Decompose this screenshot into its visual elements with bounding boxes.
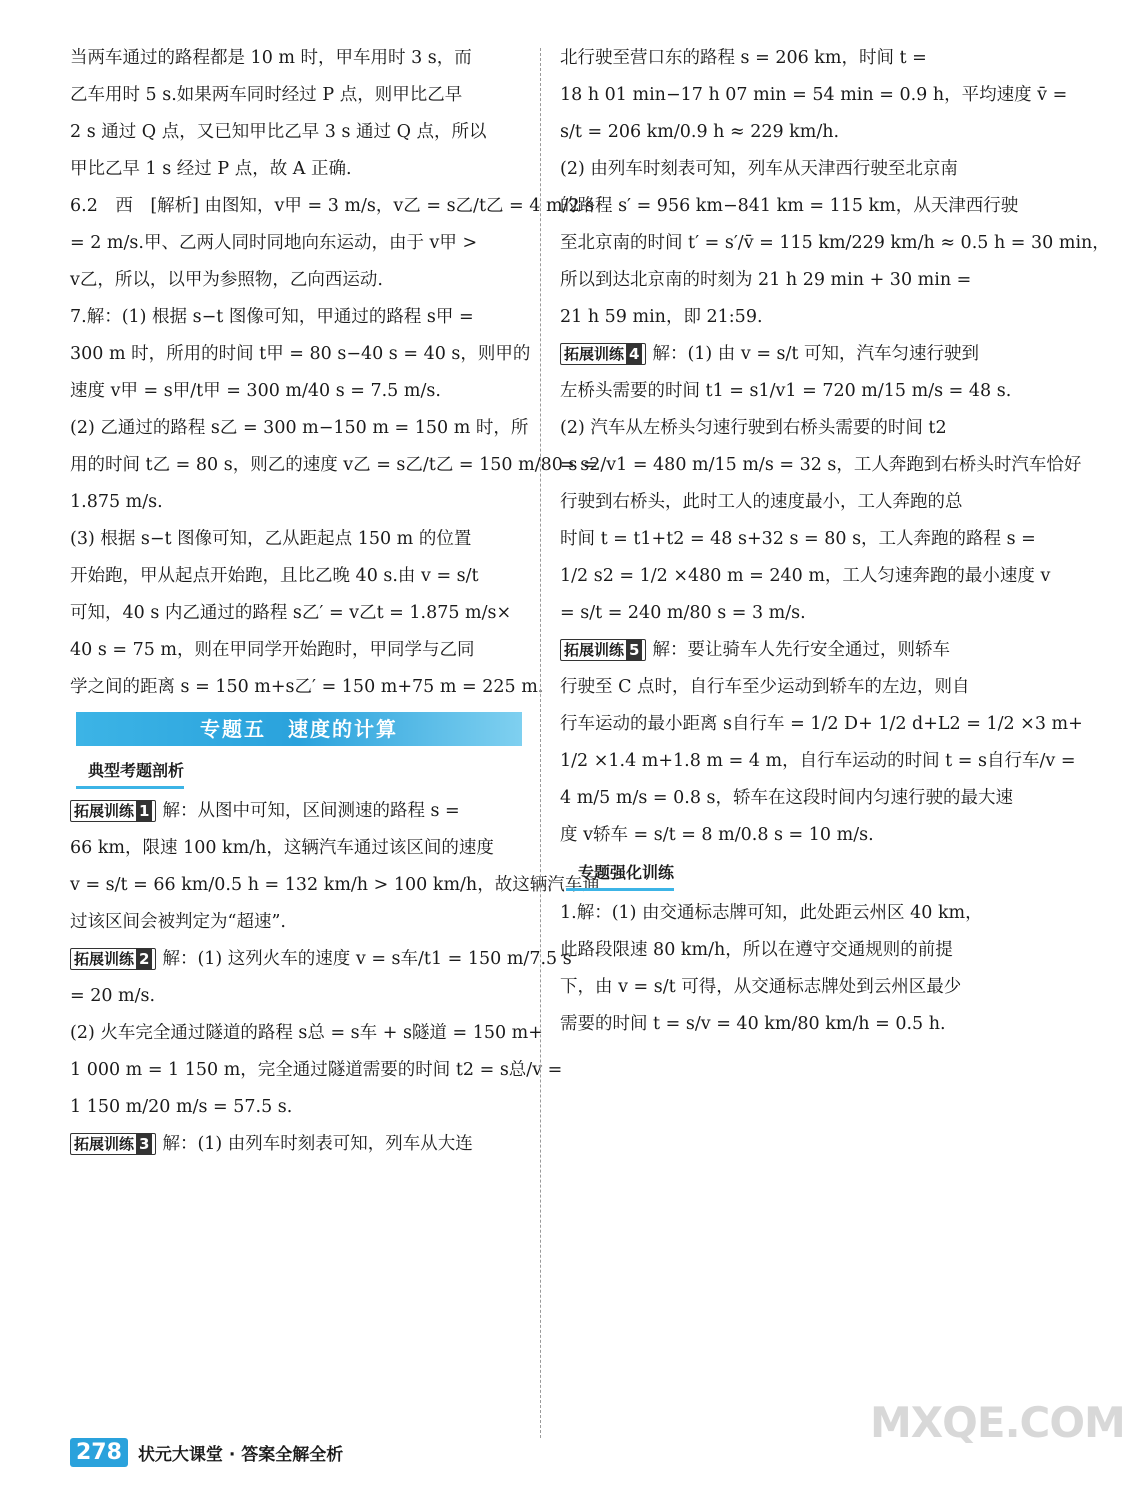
text-line: 需要的时间 t = s/v = 40 km/80 km/h = 0.5 h. (560, 1014, 946, 1034)
right-paragraph-1 (560, 40, 1110, 336)
text-line: = s/t = 240 m/80 s = 3 m/s. (560, 603, 806, 623)
text-line: 所以到达北京南的时刻为 21 h 29 min + 30 min = (560, 270, 972, 290)
ex1-body (70, 830, 600, 941)
text-line: 66 km，限速 100 km/h，这辆汽车通过该区间的速度 (70, 838, 494, 858)
ex2-first-line: 拓展训练 2 解：(1) 这列火车的速度 v = s车/t1 = 150 m/7.5 s (70, 941, 522, 978)
section-banner: 专题五 速度的计算 (76, 712, 522, 746)
column-divider (540, 48, 541, 1438)
text-line: (3) 根据 s−t 图像可知，乙从距起点 150 m 的位置 (70, 529, 472, 549)
text-line: 1 000 m = 1 150 m，完全通过隧道需要的时间 t2 = s总/v = (70, 1060, 563, 1080)
text-line: 1.解：(1) 由交通标志牌可知，此处距云州区 40 km， (560, 903, 983, 923)
text-line: 300 m 时，所用的时间 t甲 = 80 s−40 s = 40 s，则甲的 (70, 344, 531, 364)
text-line: 北行驶至营口东的路程 s = 206 km，时间 t = (560, 48, 927, 68)
text-line: 行车运动的最小距离 s自行车 = 1/2 D+ 1/2 d+L2 = 1/2 ×3 m+ (560, 714, 1083, 734)
text-line: 7.解：(1) 根据 s−t 图像可知，甲通过的路程 s甲 = (70, 307, 474, 327)
ex4-body (560, 373, 1082, 632)
reinforcement-heading: 专题强化训练 (566, 858, 674, 891)
text-line: = s2/v1 = 480 m/15 m/s = 32 s，工人奔跑到右桥头时汽车恰好 (560, 455, 1082, 475)
ex4-first-line: 拓展训练 4 解：(1) 由 v = s/t 可知，汽车匀速行驶到 (560, 336, 1012, 373)
page-number: 278 (70, 1438, 128, 1467)
page-footer (70, 1432, 343, 1472)
text-line: 行驶到右桥头，此时工人的速度最小，工人奔跑的总 (560, 492, 963, 512)
right-column (560, 40, 1110, 1043)
text-line: s/t = 206 km/0.9 h ≈ 229 km/h. (560, 122, 840, 142)
text-line: 可知，40 s 内乙通过的路程 s乙′ = v乙t = 1.875 m/s× (70, 603, 512, 623)
text-line: (2) 由列车时刻表可知，列车从天津西行驶至北京南 (560, 159, 958, 179)
text-line: 乙车用时 5 s.如果两车同时经过 P 点，则甲比乙早 (70, 85, 463, 105)
ex2-body (70, 978, 563, 1126)
text-line: 2 s 通过 Q 点，又已知甲比乙早 3 s 通过 Q 点，所以 (70, 122, 487, 142)
text-line: 1 150 m/20 m/s = 57.5 s. (70, 1097, 293, 1117)
text-line: = 20 m/s. (70, 986, 156, 1006)
text-line: 1/2 ×1.4 m+1.8 m = 4 m，自行车运动的时间 t = s自行车/v = (560, 751, 1076, 771)
text-line: 1.875 m/s. (70, 492, 163, 512)
ex1-tag: 拓展训练 1 (70, 800, 156, 822)
text-line: 18 h 01 min−17 h 07 min = 54 min = 0.9 h，平均速度 v̄ = (560, 85, 1068, 105)
text-line: v乙，所以，以甲为参照物，乙向西运动. (70, 270, 383, 290)
watermark-logo: MXQE.COM (870, 1398, 1125, 1447)
text-line: 1/2 s2 = 1/2 ×480 m = 240 m，工人匀速奔跑的最小速度 v (560, 566, 1051, 586)
text-line: 左桥头需要的时间 t1 = s1/v1 = 720 m/15 m/s = 48 s. (560, 381, 1012, 401)
text-line: 开始跑，甲从起点开始跑，且比乙晚 40 s.由 v = s/t (70, 566, 479, 586)
text-line: 21 h 59 min，即 21:59. (560, 307, 763, 327)
text-line: 甲比乙早 1 s 经过 P 点，故 A 正确. (70, 159, 352, 179)
text-line: 过该区间会被判定为“超速”. (70, 912, 286, 932)
ex3-tag: 拓展训练 3 (70, 1133, 156, 1155)
text-line: 当两车通过的路程都是 10 m 时，甲车用时 3 s，而 (70, 48, 472, 68)
ex1-first-line: 拓展训练 1 解：从图中可知，区间测速的路程 s = (70, 793, 522, 830)
ex5-body (560, 669, 1083, 854)
text-line: 4 m/5 m/s = 0.8 s，轿车在这段时间内匀速行驶的最大速 (560, 788, 1014, 808)
text-line: 学之间的距离 s = 150 m+s乙′ = 150 m+75 m = 225 m. (70, 677, 544, 697)
text-line: v = s/t = 66 km/0.5 h = 132 km/h > 100 km/h，故这辆汽车通 (70, 875, 600, 895)
text-line: (2) 汽车从左桥头匀速行驶到右桥头需要的时间 t2 (560, 418, 947, 438)
typical-analysis-heading: 典型考题剖析 (76, 756, 184, 789)
text-line: 时间 t = t1+t2 = 48 s+32 s = 80 s，工人奔跑的路程 s = (560, 529, 1036, 549)
text-line: (2) 乙通过的路程 s乙 = 300 m−150 m = 150 m 时，所 (70, 418, 529, 438)
book-title: 状元大课堂 · 答案全解全析 (137, 1444, 344, 1465)
text-line: 下，由 v = s/t 可得，从交通标志牌处到云州区最少 (560, 977, 962, 997)
left-column (70, 40, 600, 1163)
text-line: 40 s = 75 m，则在甲同学开始跑时，甲同学与乙同 (70, 640, 475, 660)
text-line: 用的时间 t乙 = 80 s，则乙的速度 v乙 = s乙/t乙 = 150 m/80 s = (70, 455, 598, 475)
text-line: 度 v轿车 = s/t = 8 m/0.8 s = 10 m/s. (560, 825, 874, 845)
text-line: (2) 火车完全通过隧道的路程 s总 = s车 + s隧道 = 150 m+ (70, 1023, 543, 1043)
text-line: 的路程 s′ = 956 km−841 km = 115 km，从天津西行驶 (560, 196, 1019, 216)
ex5-first-line: 拓展训练 5 解：要让骑车人先行安全通过，则轿车 (560, 632, 1012, 669)
text-line: 6.2 西 [解析] 由图知，v甲 = 3 m/s，v乙 = s乙/t乙 = 4 m/2 s (70, 196, 595, 216)
ex5-tag: 拓展训练 5 (560, 639, 646, 661)
reinforcement-body (560, 895, 1012, 1043)
text-line: 此路段限速 80 km/h，所以在遵守交通规则的前提 (560, 940, 953, 960)
text-line: 至北京南的时间 t′ = s′/v̄ = 115 km/229 km/h ≈ 0.5 h = 30 min， (560, 233, 1110, 253)
text-line: = 2 m/s.甲、乙两人同时同地向东运动，由于 v甲 > (70, 233, 478, 253)
ex2-tag: 拓展训练 2 (70, 948, 156, 970)
left-paragraph-1 (70, 40, 598, 706)
text-line: 行驶至 C 点时，自行车至少运动到轿车的左边，则自 (560, 677, 970, 697)
text-line: 速度 v甲 = s甲/t甲 = 300 m/40 s = 7.5 m/s. (70, 381, 441, 401)
ex4-tag: 拓展训练 4 (560, 343, 646, 365)
ex3-first-line: 拓展训练 3 解：(1) 由列车时刻表可知，列车从大连 (70, 1126, 522, 1163)
